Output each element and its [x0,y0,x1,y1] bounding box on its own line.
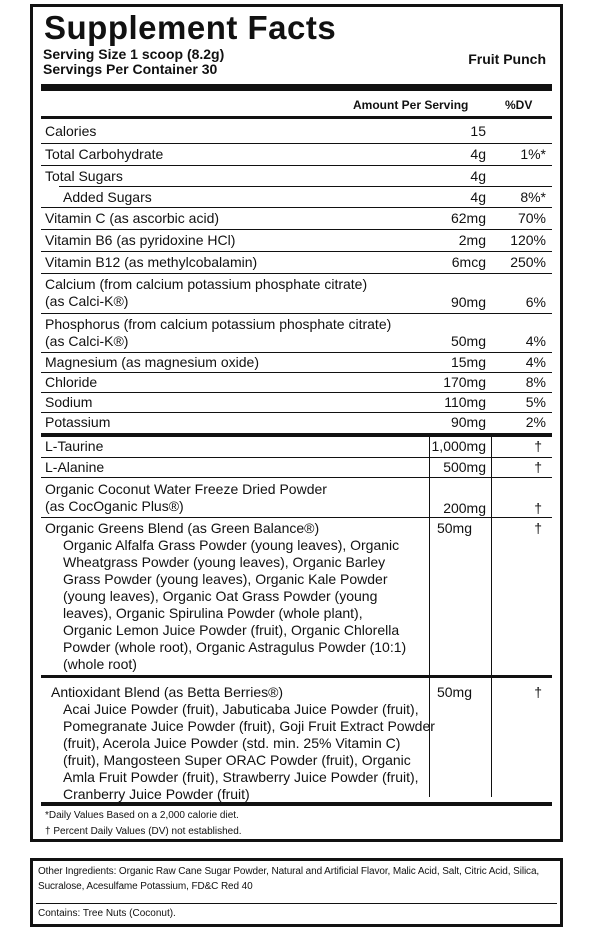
row-divider [41,313,552,314]
ingredient-dv: † [534,459,542,475]
thick-divider [41,84,552,91]
other-ingredients-box [30,858,563,927]
nutrient-name: Chloride [45,374,98,390]
nutrient-name: Phosphorus (from calcium potassium phosphate citrate) [45,316,392,332]
nutrient-name: Added Sugars [63,189,152,205]
header-divider [41,116,552,119]
nutrient-name: Total Sugars [45,168,123,184]
nutrient-amount: 2mg [458,232,486,248]
nutrient-dv: 2% [525,414,546,430]
header-amount: Amount Per Serving [353,98,469,112]
ingredient-name: L-Alanine [45,459,105,475]
nutrient-dv: 8% [525,374,546,390]
row-divider [41,517,552,518]
nutrient-name: Vitamin C (as ascorbic acid) [45,210,220,226]
nutrient-amount: 15mg [450,354,486,370]
servings-per-container: Servings Per Container 30 [43,61,218,77]
nutrient-amount: 90mg [450,294,486,310]
ingredient-dv: † [534,500,542,516]
row-divider [59,186,552,187]
supplement-facts-panel [30,4,563,842]
nutrient-dv: 8%* [520,189,546,205]
blend-amount: 50mg [436,684,472,700]
row-divider [36,903,557,904]
row-divider [41,165,552,166]
ingredient-amount: 1,000mg [431,438,486,454]
flavor-label: Fruit Punch [468,51,546,67]
nutrient-amount: 4g [470,146,486,162]
row-divider [41,675,552,678]
panel-title: Supplement Facts [44,9,337,46]
nutrient-amount: 6mcg [451,254,486,270]
blend-name: Antioxidant Blend (as Betta Berries®) [51,684,284,700]
nutrient-name-line2: (as Calci-K®) [45,293,129,309]
nutrient-amount: 4g [470,168,486,184]
nutrient-dv: 70% [517,210,546,226]
nutrient-amount: 110mg [444,394,486,410]
allergen-statement: Contains: Tree Nuts (Coconut). [38,908,176,919]
ingredient-amount: 500mg [443,459,486,475]
nutrient-name: Calcium (from calcium potassium phosphate citrate) [45,276,368,292]
nutrient-dv: 4% [525,333,546,349]
nutrient-amount: 50mg [450,333,486,349]
serving-info [43,47,224,77]
ingredient-amount: 200mg [443,500,486,516]
footnote-daily-values: *Daily Values Based on a 2,000 calorie diet. [45,810,239,821]
ingredient-dv: † [534,438,542,454]
nutrient-amount: 90mg [450,414,486,430]
footnote-dv-not-established: † Percent Daily Values (DV) not established. [45,826,242,837]
row-divider [41,207,552,208]
nutrient-dv: 120% [510,232,546,248]
row-divider [41,273,552,274]
ingredient-name-line2: (as CocOganic Plus®) [45,498,184,514]
nutrient-name: Vitamin B12 (as methylcobalamin) [45,254,258,270]
nutrient-amount: 170mg [443,374,486,390]
nutrient-dv: 6% [525,294,546,310]
nutrient-name: Total Carbohydrate [45,146,164,162]
nutrient-dv: 4% [525,354,546,370]
blend-amount: 50mg [436,520,472,536]
row-divider [41,229,552,230]
blend-dv: † [534,684,542,700]
nutrient-amount: 15 [470,123,486,139]
blend-name: Organic Greens Blend (as Green Balance®) [45,520,320,536]
blend-ingredients: Organic Alfalfa Grass Powder (young leaves), Organic Wheatgrass Powder (young leaves), Organic Barley Grass Powder (young leaves), Organic Kale Powder (young leaves), Organic Oat Grass Powder (young leaves), Organic Spirulina Powder (whole plant), Organic Lemon Juice Powder (fruit), Organic Chlorella Powder (whole root), Organic Astragulus Powder (10:1) (whole root) [63,537,407,672]
ingredient-name: Organic Coconut Water Freeze Dried Powder [45,481,327,497]
nutrient-name-line2: (as Calci-K®) [45,333,129,349]
nutrient-dv: 5% [525,394,546,410]
row-divider [41,143,552,144]
nutrient-amount: 4g [470,189,486,205]
column-line [491,435,492,797]
nutrient-name: Vitamin B6 (as pyridoxine HCl) [45,232,236,248]
footnote-divider [41,802,552,806]
nutrient-dv: 1%* [520,146,546,162]
other-ingredients: Other Ingredients: Organic Raw Cane Sugar Powder, Natural and Artificial Flavor, Malic Acid, Salt, Citric Acid, Silica, Sucralose, Acesulfame Potassium, FD&C Red 40 [38,866,540,892]
row-divider [41,477,552,478]
header-dv: %DV [505,98,533,112]
blend-ingredients: Acai Juice Powder (fruit), Jabuticaba Juice Powder (fruit), Pomegranate Juice Powder (fruit), Goji Fruit Extract Powder (fruit), Acerola Juice Powder (std. min. 25% Vitamin C) (fruit), Mangosteen Super ORAC Powder (fruit), Organic Amla Fruit Powder (fruit), Strawberry Juice Powder (fruit), Cranberry Juice Powder (fruit) [63,701,435,802]
serving-size: Serving Size 1 scoop (8.2g) [43,46,225,62]
ingredient-name: L-Taurine [45,438,104,454]
blend-dv: † [534,520,542,536]
nutrient-amount: 62mg [450,210,486,226]
nutrient-name: Sodium [45,394,93,410]
nutrient-dv: 250% [510,254,546,270]
nutrient-name: Calories [45,123,97,139]
nutrient-name: Potassium [45,414,111,430]
nutrient-name: Magnesium (as magnesium oxide) [45,354,259,370]
row-divider [41,251,552,252]
